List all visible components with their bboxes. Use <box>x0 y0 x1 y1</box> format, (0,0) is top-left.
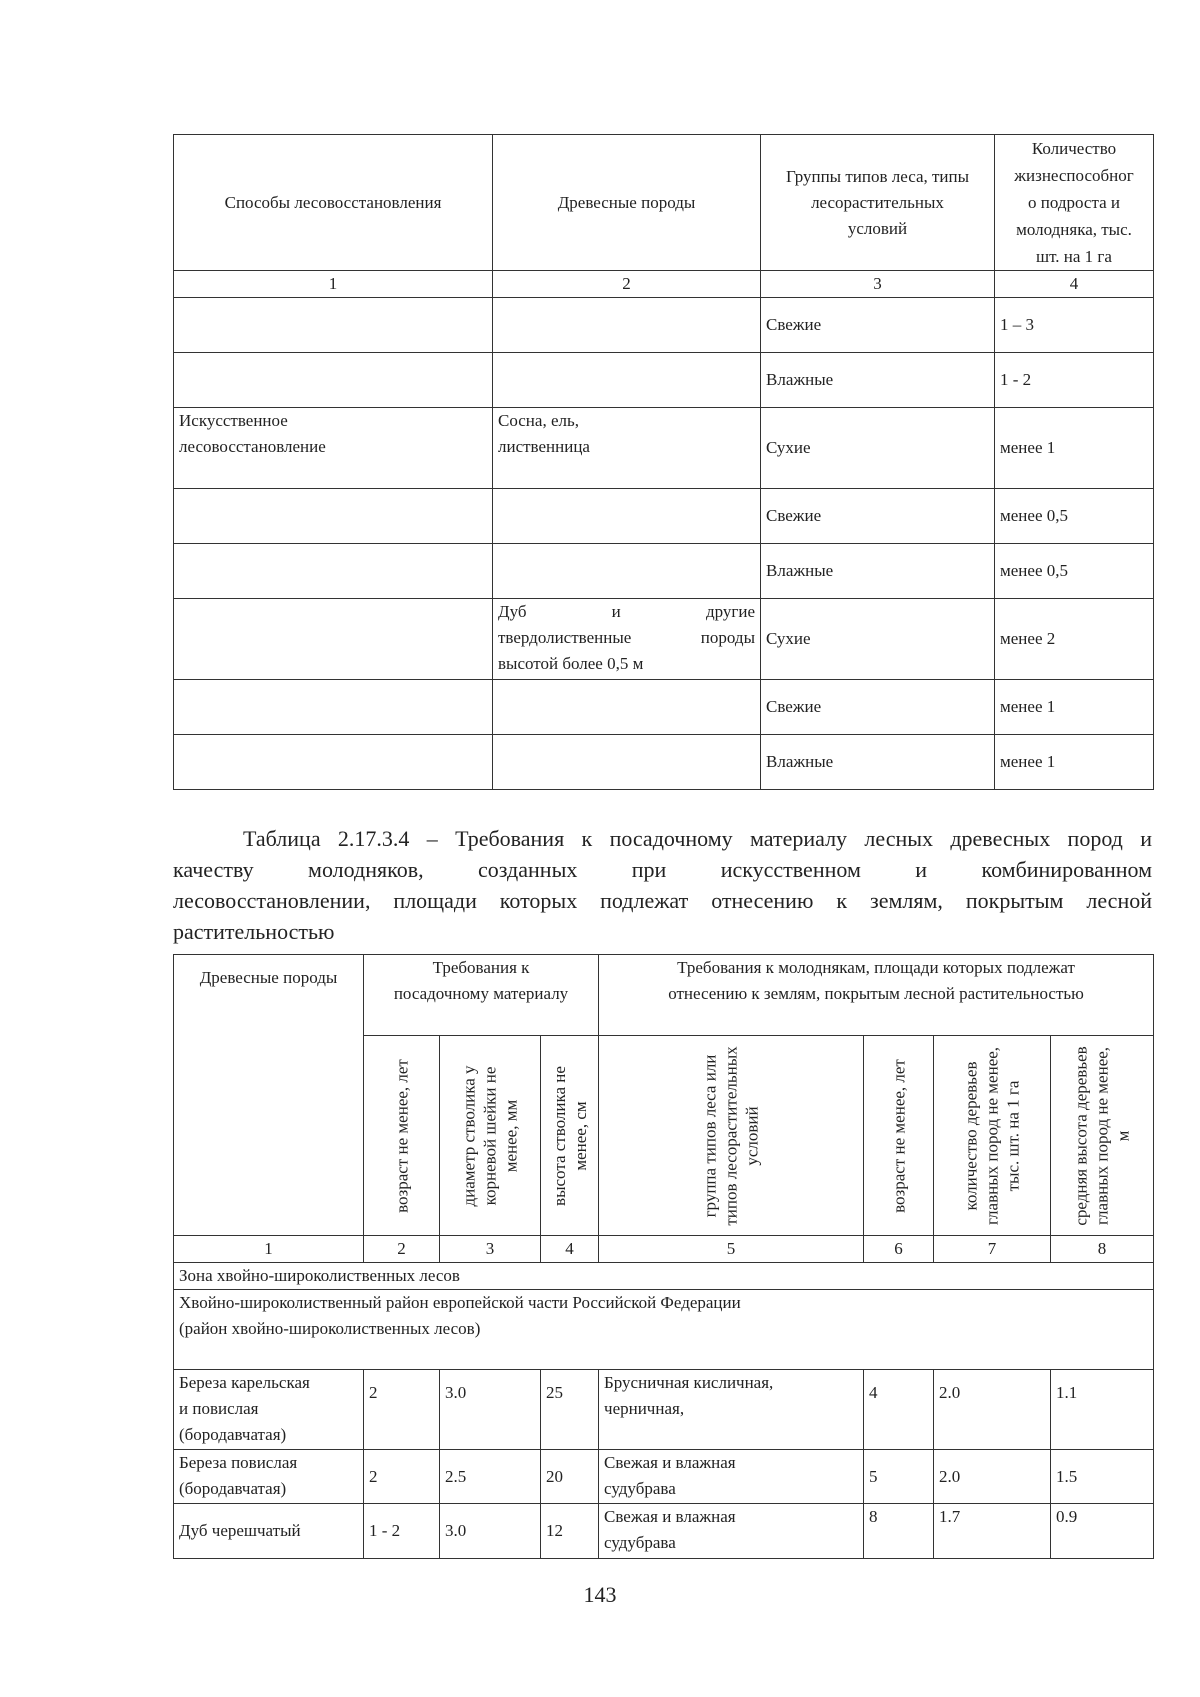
count-cell: 2.0 <box>934 1450 1051 1504</box>
qty-cell: менее 0,5 <box>995 544 1154 599</box>
species-cell <box>174 1450 364 1504</box>
method-cell <box>174 544 493 599</box>
header-line: Количество <box>1031 139 1117 158</box>
subheader-avg-height <box>1051 1036 1154 1236</box>
header-line: лесорастительных <box>811 192 944 212</box>
subheader-age <box>364 1036 440 1236</box>
table-row <box>174 544 1154 599</box>
group-cell: Влажные <box>761 735 995 790</box>
subheader-forest-group <box>599 1036 864 1236</box>
method-cell <box>174 489 493 544</box>
group-cell: Влажные <box>761 353 995 408</box>
column-number-row <box>174 271 1154 298</box>
group-cell <box>599 1450 864 1504</box>
header-young-stands <box>599 955 1154 1036</box>
column-number: 6 <box>864 1236 934 1263</box>
zone-row <box>174 1263 1154 1290</box>
caption-line: качеству молодняков, созданных при искусственном и комбинированном <box>173 857 1152 882</box>
vertical-label: средняя высота деревьев главных пород не менее, м <box>1071 1045 1133 1226</box>
header-line: жизнеспособног <box>1014 166 1134 185</box>
cell-line: (район хвойно-широколиственных лесов) <box>179 1319 481 1338</box>
cell-line: твердолиственные породы <box>498 628 755 647</box>
table-header-row <box>174 955 1154 1036</box>
header-quantity <box>995 135 1154 271</box>
caption-line: лесовосстановлении, площади которых подлежат отнесению к землям, покрытым лесной <box>173 888 1152 913</box>
cell-line: Дуб и другие <box>498 602 755 621</box>
count-cell: 2.0 <box>934 1370 1051 1450</box>
table-row <box>174 1450 1154 1504</box>
table-header-row <box>174 135 1154 271</box>
region-row <box>174 1290 1154 1370</box>
caption-line: растительностью <box>173 919 335 944</box>
cell-line: высотой более 0,5 м <box>498 654 644 673</box>
column-number: 4 <box>541 1236 599 1263</box>
cell-line: судубрава <box>604 1533 676 1552</box>
table-row <box>174 1370 1154 1450</box>
species-cell <box>493 489 761 544</box>
column-number: 1 <box>174 271 493 298</box>
header-species: Древесные породы <box>174 955 364 1236</box>
cell-line: (бородавчатая) <box>179 1479 287 1498</box>
species-cell <box>493 735 761 790</box>
cell-line: Береза карельская <box>179 1373 310 1392</box>
vertical-label: высота стволика не менее, см <box>549 1065 590 1206</box>
cell-line: лесовосстановление <box>179 437 326 456</box>
method-cell <box>174 599 493 680</box>
column-number: 3 <box>440 1236 541 1263</box>
qty-cell: менее 1 <box>995 735 1154 790</box>
age-cell: 2 <box>364 1370 440 1450</box>
group-cell: Сухие <box>761 599 995 680</box>
group-cell: Сухие <box>761 408 995 489</box>
header-planting-material <box>364 955 599 1036</box>
diameter-cell: 3.0 <box>440 1370 541 1450</box>
age-cell: 2 <box>364 1450 440 1504</box>
cell-line: и повислая <box>179 1399 259 1418</box>
species-cell <box>493 408 761 489</box>
subheader-tree-count <box>934 1036 1051 1236</box>
table-row <box>174 489 1154 544</box>
header-line: условий <box>847 218 908 238</box>
cell-line: Хвойно-широколиственный район европейской части Российской Федерации <box>179 1293 741 1312</box>
table-row <box>174 408 1154 489</box>
header-species: Древесные породы <box>493 135 761 271</box>
zone-cell: Зона хвойно-широколиственных лесов <box>174 1263 1154 1290</box>
height-cell: 25 <box>541 1370 599 1450</box>
height-cell: 20 <box>541 1450 599 1504</box>
cell-line: (бородавчатая) <box>179 1425 287 1444</box>
cell-line: Брусничная кисличная, <box>604 1373 774 1392</box>
cell-line: лиственница <box>498 437 590 456</box>
planting-requirements-table <box>173 954 1154 1559</box>
group-cell <box>599 1504 864 1559</box>
diameter-cell: 3.0 <box>440 1504 541 1559</box>
header-methods: Способы лесовосстановления <box>174 135 493 271</box>
cell-line: судубрава <box>604 1479 676 1498</box>
table-row <box>174 298 1154 353</box>
avg-height-cell: 1.5 <box>1051 1450 1154 1504</box>
column-number: 2 <box>493 271 761 298</box>
species-cell: Дуб черешчатый <box>174 1504 364 1559</box>
table-row <box>174 680 1154 735</box>
method-cell <box>174 298 493 353</box>
vertical-label: количество деревьев главных пород не менее, тыс. шт. на 1 га <box>961 1046 1023 1225</box>
qty-cell: менее 1 <box>995 408 1154 489</box>
count-cell: 1.7 <box>934 1504 1051 1559</box>
subheader-height <box>541 1036 599 1236</box>
group-cell: Свежие <box>761 489 995 544</box>
column-number: 4 <box>995 271 1154 298</box>
group-cell <box>599 1370 864 1450</box>
column-number-row <box>174 1236 1154 1263</box>
cell-line: Свежая и влажная <box>604 1453 736 1472</box>
species-cell <box>493 298 761 353</box>
species-cell <box>493 353 761 408</box>
page-number: 143 <box>583 1582 617 1607</box>
column-number: 5 <box>599 1236 864 1263</box>
header-forest-groups <box>761 135 995 271</box>
cell-line: Береза повислая <box>179 1453 298 1472</box>
species-cell <box>493 599 761 680</box>
region-cell <box>174 1290 1154 1370</box>
group-cell: Свежие <box>761 298 995 353</box>
header-line: Требования к <box>432 958 530 977</box>
method-cell <box>174 353 493 408</box>
age-cell: 1 - 2 <box>364 1504 440 1559</box>
table-row <box>174 1504 1154 1559</box>
qty-cell: менее 2 <box>995 599 1154 680</box>
qty-cell: менее 0,5 <box>995 489 1154 544</box>
vertical-label: возраст не менее, лет <box>889 1058 909 1213</box>
avg-height-cell: 1.1 <box>1051 1370 1154 1450</box>
vertical-label: группа типов леса или типов лесорастительных условий <box>700 1045 762 1226</box>
young-age-cell: 5 <box>864 1450 934 1504</box>
cell-line: Свежая и влажная <box>604 1507 736 1526</box>
caption-line: Таблица 2.17.3.4 – Требования к посадочному материалу лесных древесных пород и <box>243 826 1152 851</box>
cell-line: Сосна, ель, <box>498 411 579 430</box>
young-age-cell: 4 <box>864 1370 934 1450</box>
avg-height-cell: 0.9 <box>1051 1504 1154 1559</box>
young-age-cell: 8 <box>864 1504 934 1559</box>
species-cell <box>174 1370 364 1450</box>
group-cell: Свежие <box>761 680 995 735</box>
header-line: Требования к молоднякам, площади которых подлежат <box>677 958 1075 977</box>
reforestation-table <box>173 134 1154 790</box>
table-row <box>174 353 1154 408</box>
subheader-young-age <box>864 1036 934 1236</box>
column-number: 2 <box>364 1236 440 1263</box>
header-line: Группы типов леса, типы <box>785 166 970 186</box>
vertical-label: диаметр стволика у корневой шейки не менее, мм <box>459 1064 521 1207</box>
table-caption <box>173 823 1152 947</box>
vertical-label: возраст не менее, лет <box>392 1058 411 1213</box>
method-cell <box>174 408 493 489</box>
qty-cell: 1 - 2 <box>995 353 1154 408</box>
header-line: шт. на 1 га <box>1036 247 1112 266</box>
column-number: 3 <box>761 271 995 298</box>
qty-cell: менее 1 <box>995 680 1154 735</box>
header-line: посадочному материалу <box>393 984 569 1003</box>
table-row <box>174 735 1154 790</box>
header-line: о подроста и <box>1027 193 1120 212</box>
header-line: отнесению к землям, покрытым лесной растительностью <box>668 984 1084 1003</box>
column-number: 7 <box>934 1236 1051 1263</box>
species-cell <box>493 544 761 599</box>
cell-line: черничная, <box>604 1399 685 1418</box>
qty-cell: 1 – 3 <box>995 298 1154 353</box>
column-number: 1 <box>174 1236 364 1263</box>
table-row <box>174 599 1154 680</box>
method-cell <box>174 735 493 790</box>
subheader-diameter <box>440 1036 541 1236</box>
height-cell: 12 <box>541 1504 599 1559</box>
group-cell: Влажные <box>761 544 995 599</box>
method-cell <box>174 680 493 735</box>
species-cell <box>493 680 761 735</box>
diameter-cell: 2.5 <box>440 1450 541 1504</box>
header-line: молодняка, тыс. <box>1016 220 1132 239</box>
cell-line: Искусственное <box>179 411 288 430</box>
column-number: 8 <box>1051 1236 1154 1263</box>
